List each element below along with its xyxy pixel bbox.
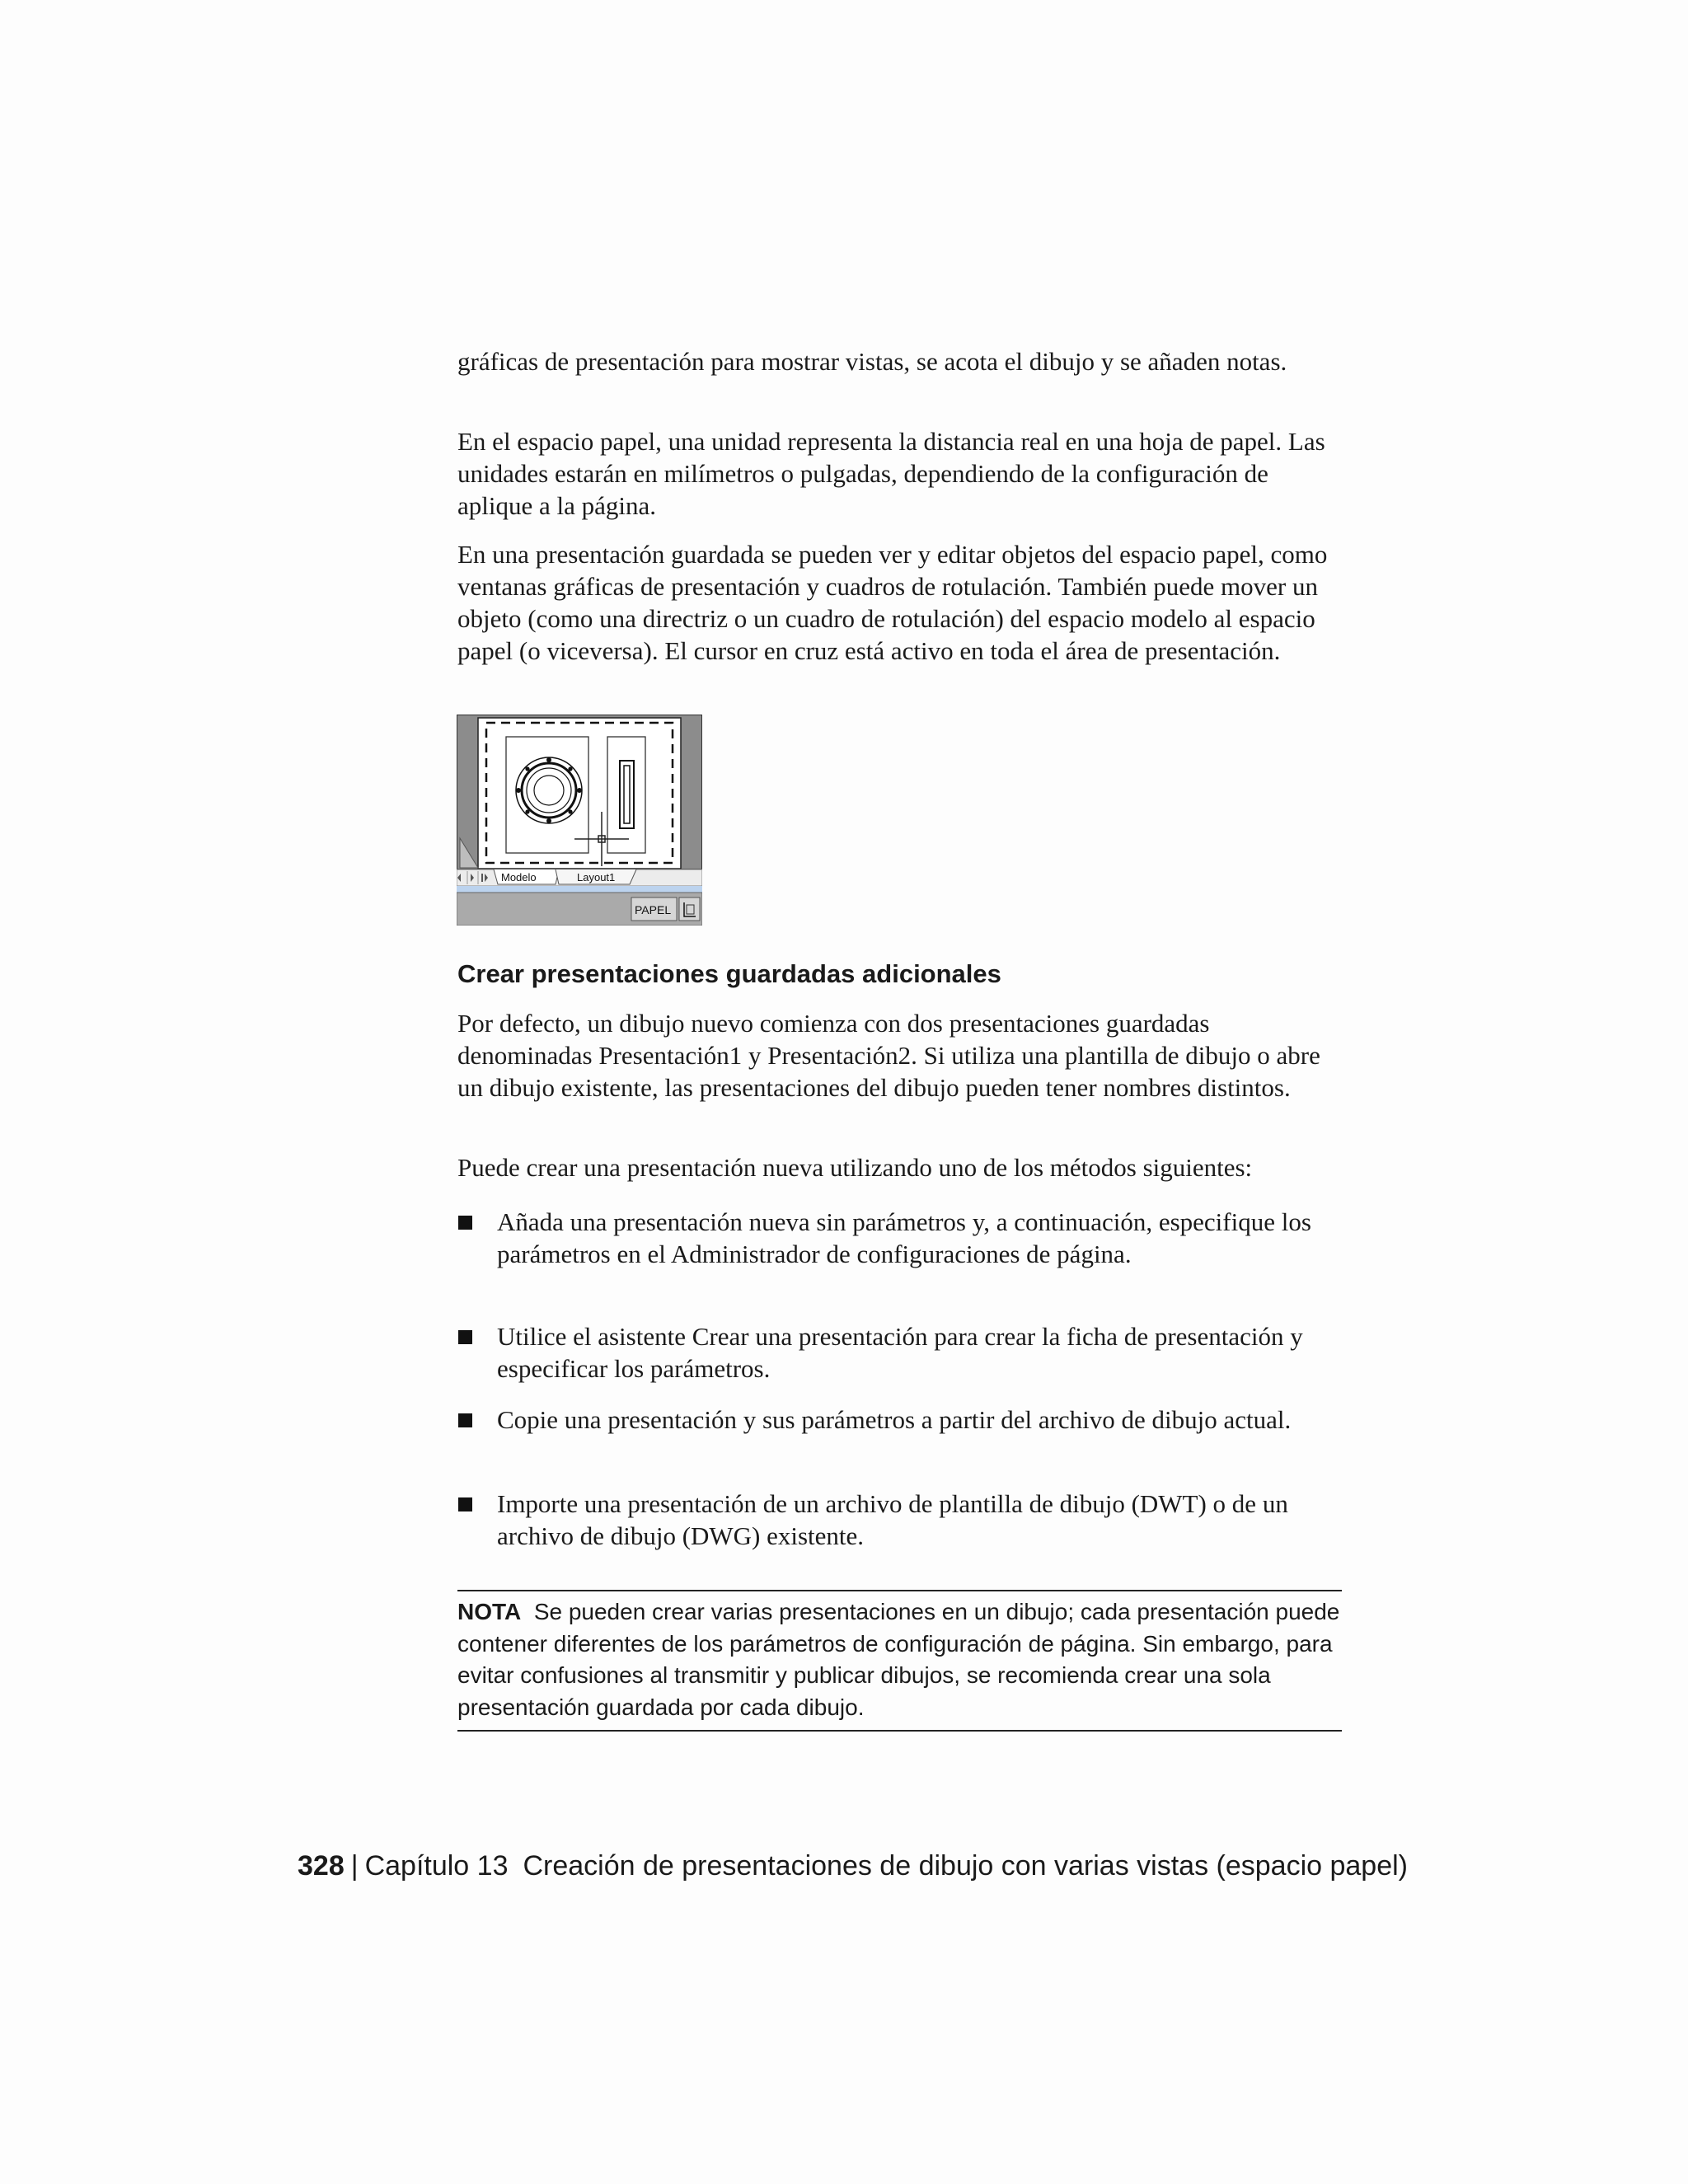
tab-modelo[interactable]: Modelo	[501, 871, 537, 883]
bullet-square-icon	[458, 1497, 472, 1511]
note-top-rule	[457, 1590, 1342, 1591]
bullet-square-icon	[458, 1413, 472, 1427]
list-item-text: Copie una presentación y sus parámetros a partir del archivo de dibujo actual.	[497, 1405, 1292, 1434]
list-item-text: Utilice el asistente Crear una presentación para crear la ficha de presentación y especificar los parámetros.	[497, 1322, 1303, 1383]
paragraph-paper-units: En el espacio papel, una unidad representa la distancia real en una hoja de papel. Las unidades estarán en milímetros o pulgadas, dependiendo de la configuración de aplique a la página.	[457, 427, 1325, 520]
list-item-text: Importe una presentación de un archivo de plantilla de dibujo (DWT) o de un archivo de dibujo (DWG) existente.	[497, 1489, 1288, 1550]
bullet-square-icon	[458, 1330, 472, 1344]
note-bottom-rule	[457, 1730, 1342, 1732]
note-text: Se pueden crear varias presentaciones en un dibujo; cada presentación puede contener diferentes de los parámetros de configuración de página. Sin embargo, para evitar confusiones al transmitir y publicar dibujos, se recomienda crear una sola presentación guardada por cada dibujo.	[457, 1599, 1340, 1720]
paragraph-methods-intro: Puede crear una presentación nueva utilizando uno de los métodos siguientes:	[457, 1153, 1253, 1182]
paragraph-intro-continued: gráficas de presentación para mostrar vistas, se acota el dibujo y se añaden notas.	[457, 347, 1287, 376]
layout-screenshot-graphic	[457, 715, 702, 926]
note-label: NOTA	[457, 1599, 522, 1624]
chapter-title: Creación de presentaciones de dibujo con varias vistas (espacio papel)	[523, 1850, 1408, 1882]
bullet-square-icon	[458, 1216, 472, 1230]
tab-layout1[interactable]: Layout1	[577, 871, 616, 883]
papel-status-button[interactable]: PAPEL	[635, 903, 672, 916]
paragraph-paper-space-editing: En una presentación guardada se pueden ver y editar objetos del espacio papel, como ventanas gráficas de presentación y cuadros de rotulación. También puede mover un objeto (como una directriz o un cuadro de rotulación) del espacio modelo al espacio papel (o viceversa). El cursor en cruz está activo en toda el área de presentación.	[457, 540, 1328, 665]
page-footer	[298, 1848, 1408, 1884]
footer-separator: |	[350, 1850, 359, 1882]
section-heading: Crear presentaciones guardadas adicionales	[457, 959, 1001, 988]
list-item-text: Añada una presentación nueva sin parámetros y, a continuación, especifique los parámetros en el Administrador de configuraciones de página.	[497, 1207, 1311, 1268]
note-box	[457, 1596, 1343, 1723]
page-number: 328	[298, 1850, 345, 1882]
paragraph-default-layouts: Por defecto, un dibujo nuevo comienza con dos presentaciones guardadas denominadas Presentación1 y Presentación2. Si utiliza una plantilla de dibujo o abre un dibujo existente, las presentaciones del dibujo pueden tener nombres distintos.	[457, 1009, 1320, 1102]
chapter-label: Capítulo 13	[364, 1850, 509, 1882]
layout-screenshot-figure	[457, 715, 702, 926]
